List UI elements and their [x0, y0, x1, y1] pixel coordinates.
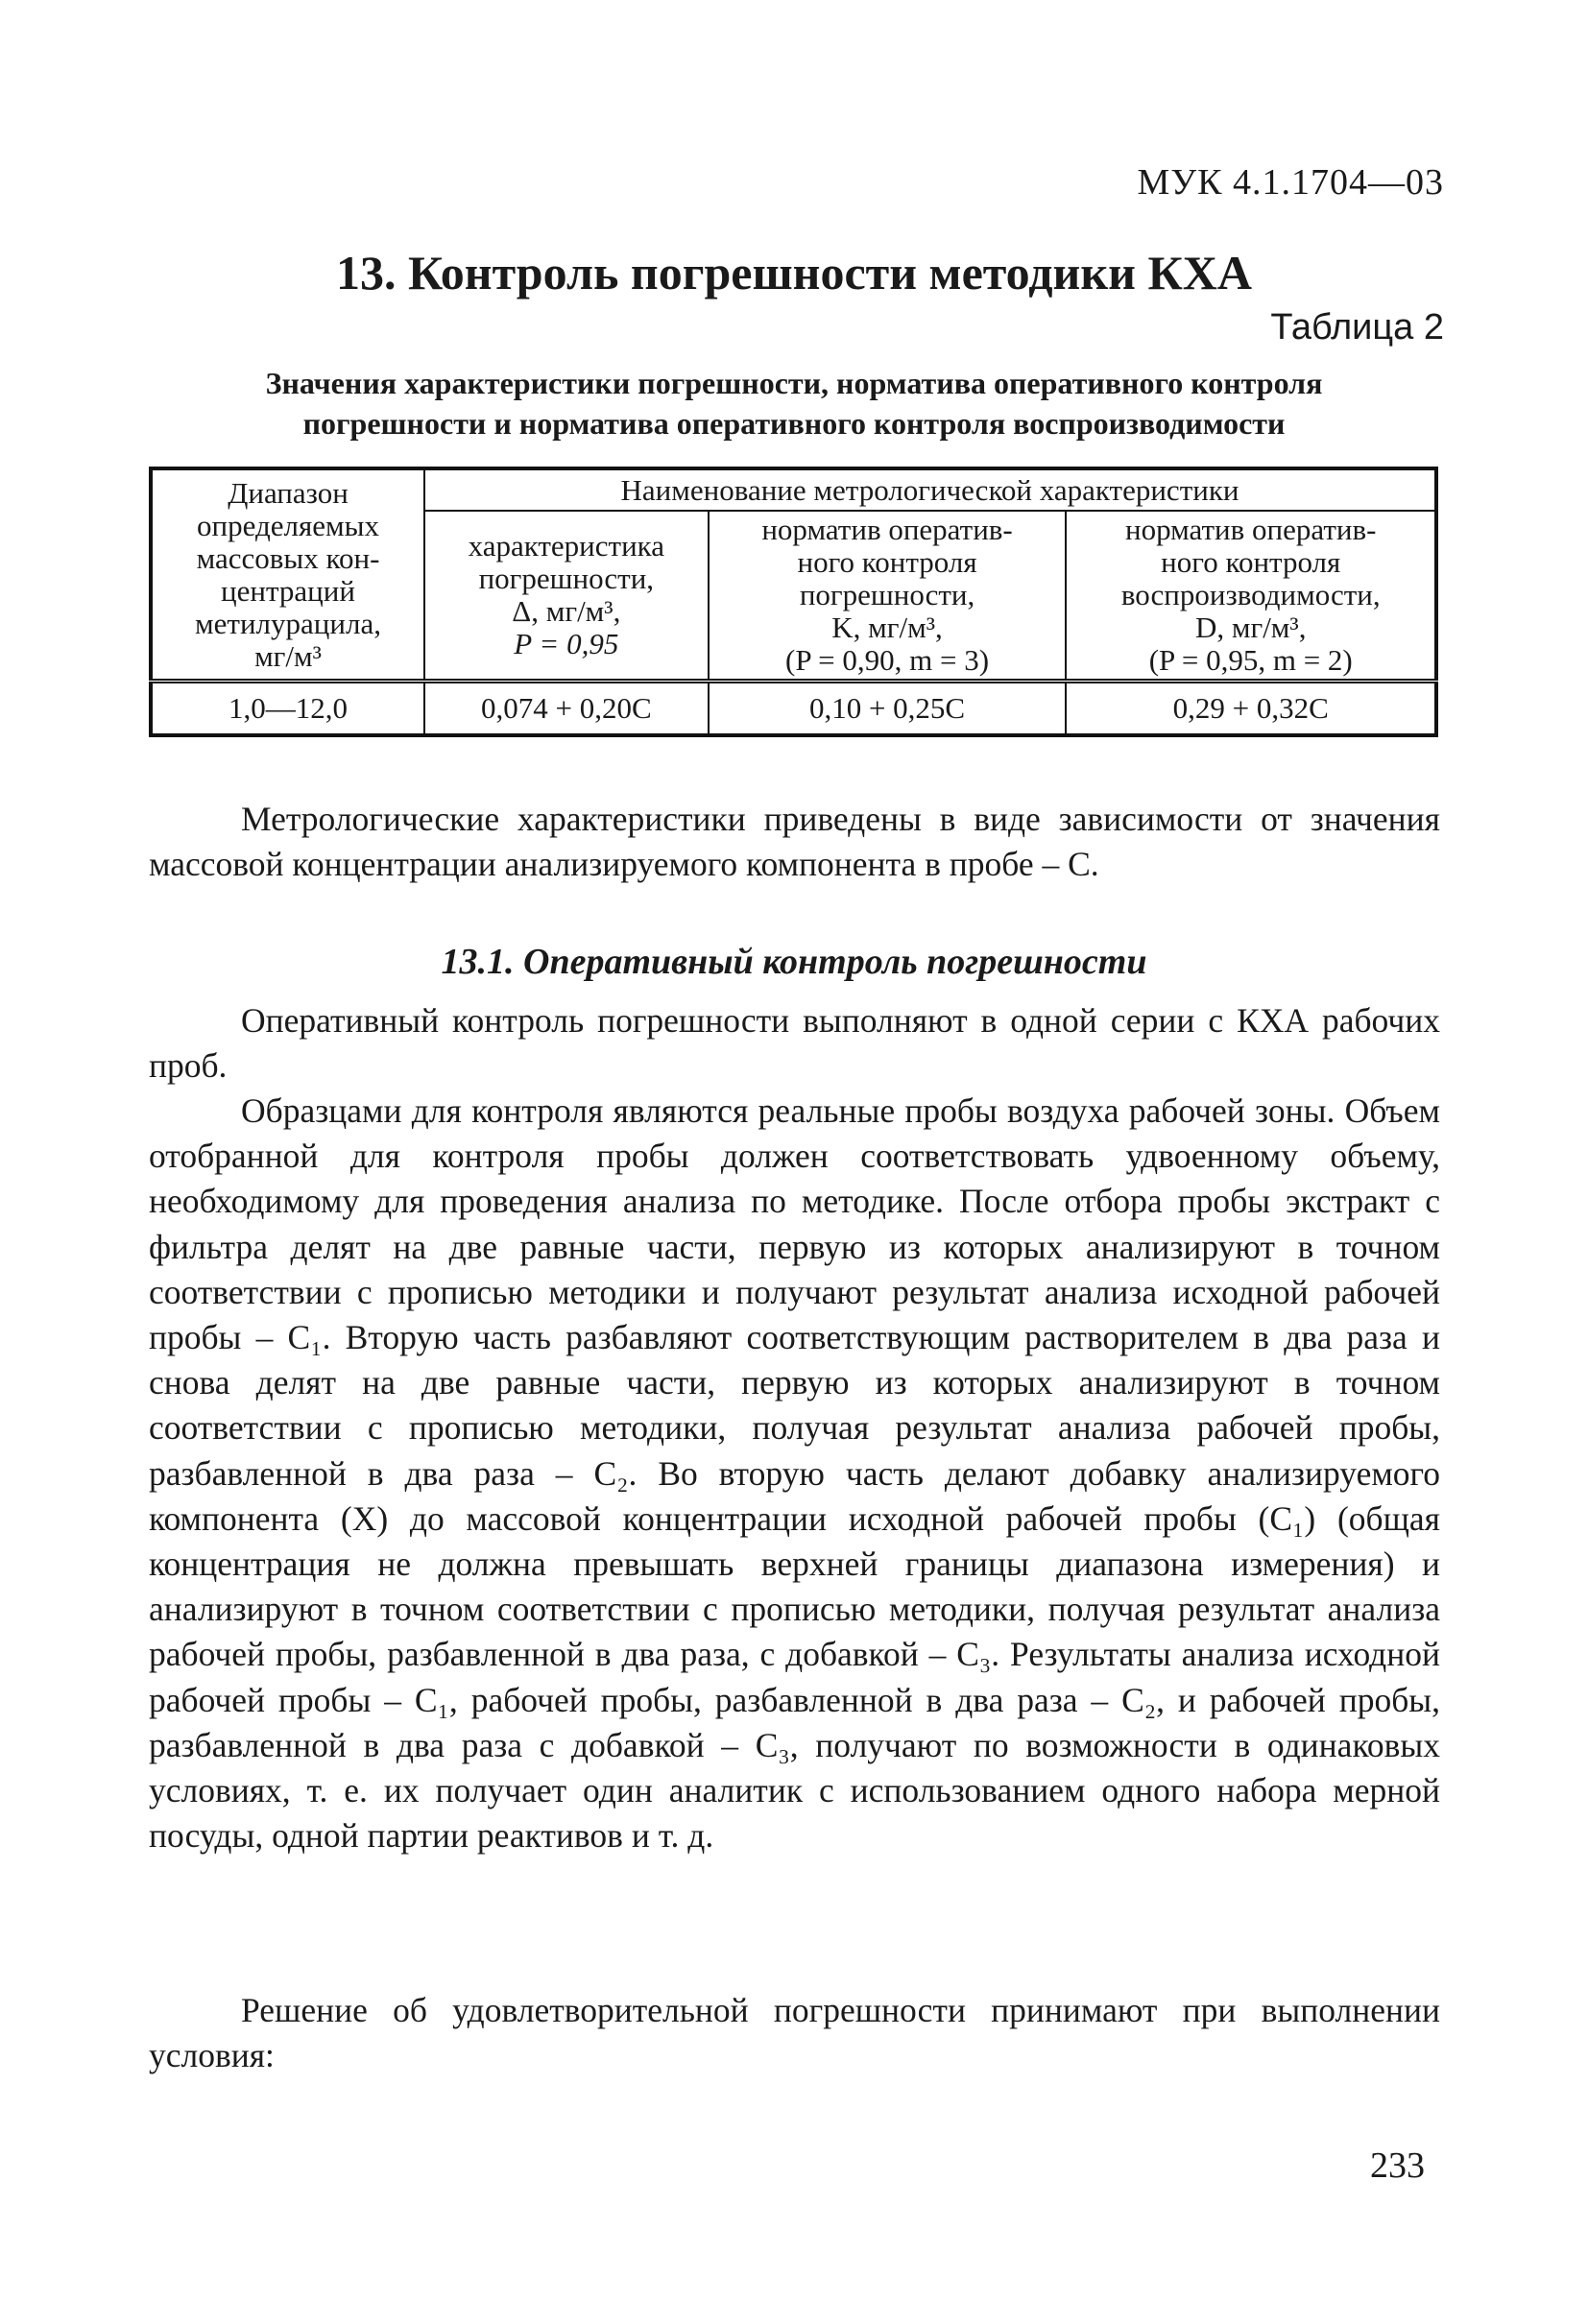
- subsection-title: 13.1. Оперативный контроль погрешности: [441, 942, 1147, 982]
- section-title: 13. Контроль погрешности методики КХА: [336, 246, 1252, 299]
- table-caption-line: Значения характеристики погрешности, норматива оперативного контроля: [265, 366, 1323, 400]
- table-caption-line: погрешности и норматива оперативного контроля воспроизводимости: [302, 406, 1286, 441]
- metrology-table: [149, 467, 1438, 737]
- error-characteristic-header: характеристика погрешности, Δ, мг/м³, P = 0,95: [424, 511, 709, 682]
- paragraph-op-control-2: Образцами для контроля являются реальные пробы воздуха рабочей зоны. Объем отобранной для контроля пробы должен соответствовать удвоенному объему, необходимому для проведения анализа по методике. После отбора пробы экстракт с фильтра делят на две равные части, первую из которых анализируют в точном соответствии с прописью методики и получают результат анализа исходной рабочей пробы – C₁. Вторую часть разбавляют соответствующим растворителем в два раза и снова делят на две равные части, первую из которых анализируют в точном соответствии с прописью методики, получая результат анализа рабочей пробы, разбавленной в два раза – C₂. Во вторую часть делают добавку анализируемого компонента (X) до массовой концентрации исходной рабочей пробы (C₁) (общая концентрация не должна превышать верхней границы диапазона измерения) и анализируют в точном соответствии с прописью методики, получая результат анализа рабочей пробы, разбавленной в два раза, с добавкой – C₃. Результаты анализа исходной рабочей пробы – C₁, рабочей пробы, разбавленной в два раза – C₂, и рабочей пробы, разбавленной в два раза с добавкой – C₃, получают по возможности в одинаковых условиях, т. е. их получает один аналитик с использованием одного набора мерной посуды, одной партии реактивов и т. д.: [149, 1091, 1440, 1856]
- range-header-cell: Диапазон определяемых массовых кон- центраций метилурацила, мг/м³: [151, 468, 424, 682]
- paragraph-op-control-1: Оперативный контроль погрешности выполняют в одной серии с КХА рабочих проб.: [149, 1001, 1440, 1086]
- group-header-cell: Наименование метрологической характеристики: [424, 468, 1436, 511]
- d-value-cell: 0,29 + 0,32C: [1066, 682, 1436, 736]
- page-number: 233: [1370, 2145, 1425, 2186]
- paragraph-decision: Решение об удовлетворительной погрешности принимают при выполнении условия:: [149, 1991, 1440, 2075]
- k-value-cell: 0,10 + 0,25C: [709, 682, 1067, 736]
- error-control-norm-header: норматив оператив- ного контроля погрешности, K, мг/м³, (P = 0,90, m = 3): [709, 511, 1067, 682]
- delta-value-cell: 0,074 + 0,20C: [424, 682, 709, 736]
- table-label: Таблица 2: [1270, 307, 1444, 347]
- reproducibility-norm-header: норматив оператив- ного контроля воспроизводимости, D, мг/м³, (P = 0,95, m = 2): [1066, 511, 1436, 682]
- paragraph-metrology: Метрологические характеристики приведены в виде зависимости от значения массовой концентрации анализируемого компонента в пробе – C.: [149, 800, 1440, 884]
- table-caption: [144, 363, 1444, 443]
- document-code: МУК 4.1.1704—03: [1137, 162, 1444, 203]
- range-value-cell: 1,0—12,0: [151, 682, 424, 736]
